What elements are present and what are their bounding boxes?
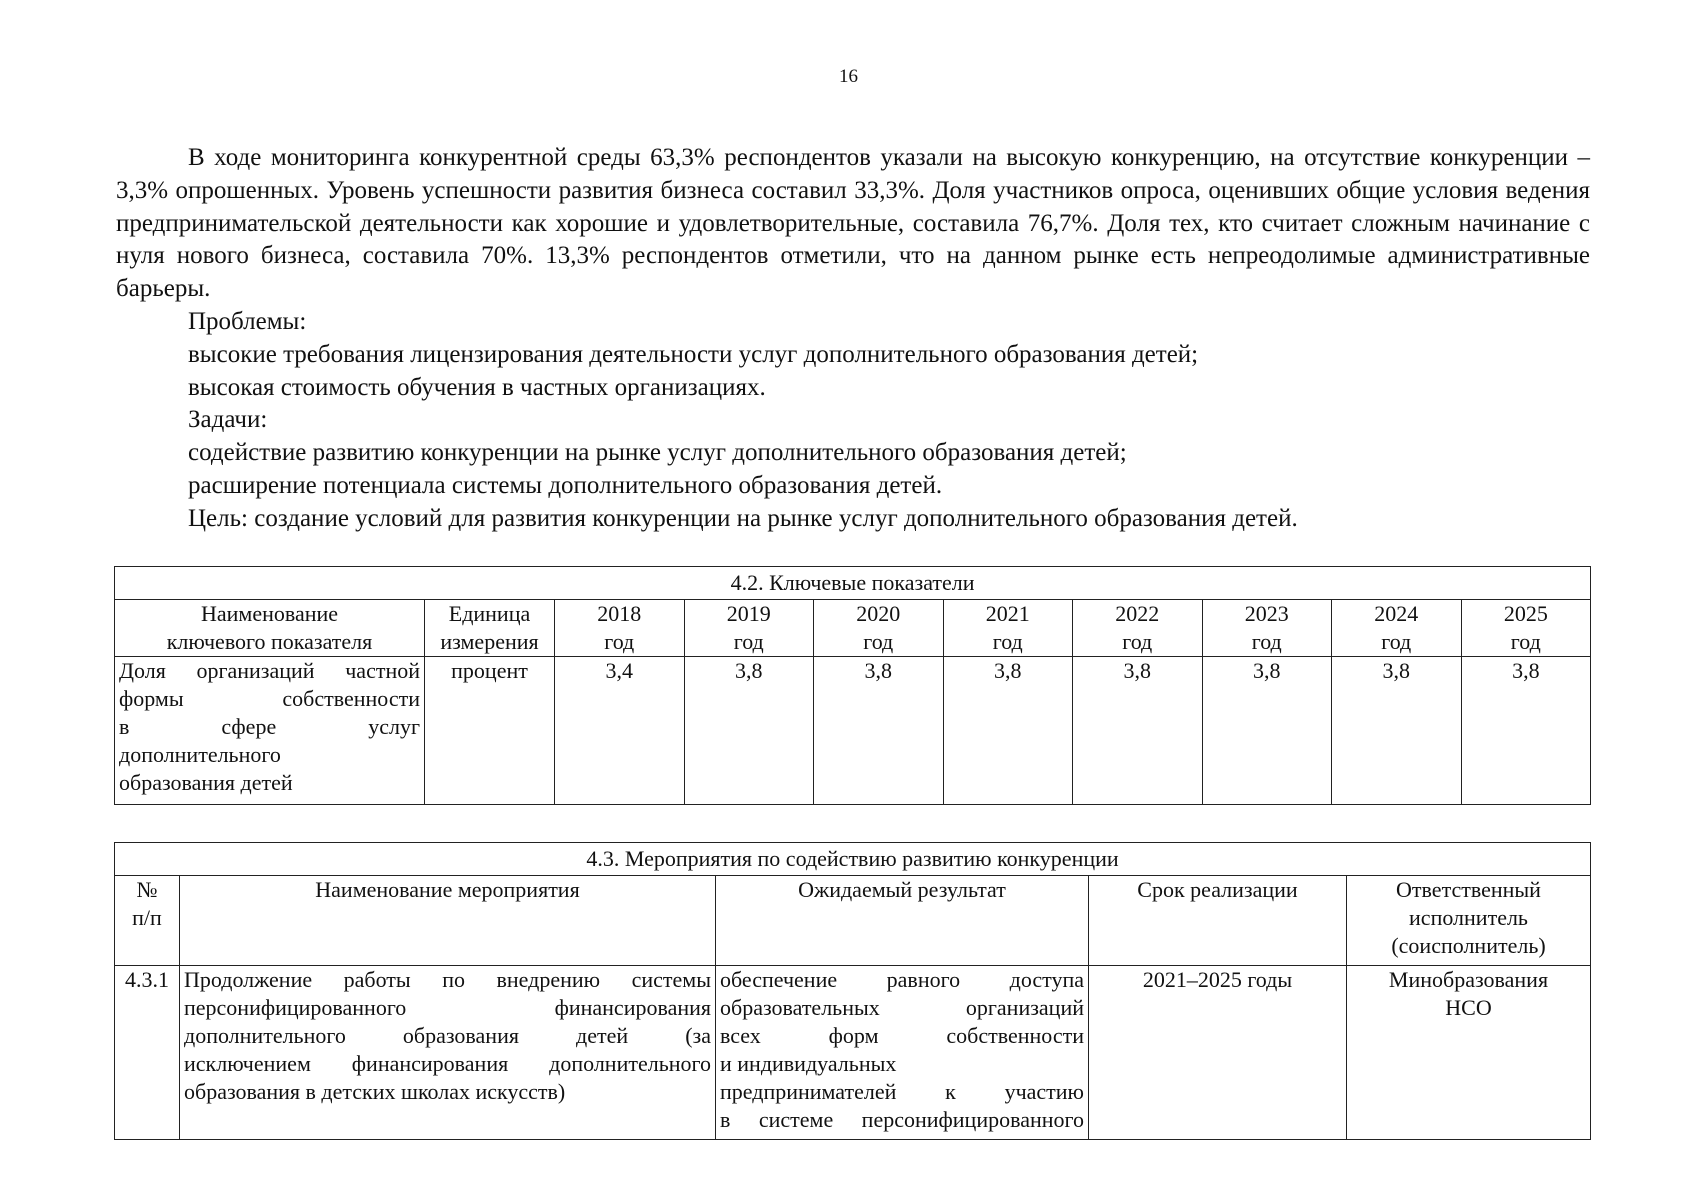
year-header: 2024 год xyxy=(1332,600,1462,657)
value-cell: 3,4 xyxy=(555,657,685,805)
measures-table xyxy=(114,842,1591,1140)
value-cell: 3,8 xyxy=(684,657,814,805)
expected-result-header: Ожидаемый результат xyxy=(716,876,1089,966)
value-cell: 3,8 xyxy=(1202,657,1332,805)
unit-header: Единица измерения xyxy=(425,600,555,657)
task-item: расширение потенциала системы дополнительного образования детей. xyxy=(188,471,943,499)
year-header: 2023 год xyxy=(1202,600,1332,657)
problem-item: высокие требования лицензирования деятельности услуг дополнительного образования детей; xyxy=(188,340,1199,368)
expected-result-cell: обеспечение равного доступа образовательных организаций всех форм собственности и индивидуальных предпринимателей к участию в системе персонифицированного xyxy=(716,966,1089,1140)
problems-heading: Проблемы: xyxy=(188,307,307,335)
term-header: Срок реализации xyxy=(1089,876,1347,966)
value-cell: 3,8 xyxy=(943,657,1073,805)
year-header: 2018 год xyxy=(555,600,685,657)
responsible-cell: Минобразования НСО xyxy=(1347,966,1591,1140)
value-cell: 3,8 xyxy=(1332,657,1462,805)
year-header: 2025 год xyxy=(1461,600,1591,657)
measures-caption: 4.3. Мероприятия по содействию развитию конкуренции xyxy=(115,843,1591,876)
value-cell: 3,8 xyxy=(1461,657,1591,805)
year-header: 2020 год xyxy=(814,600,944,657)
measure-name-cell: Продолжение работы по внедрению системы персонифицированного финансирования дополнительного образования детей (за исключением финансирования дополнительного образования в детских школах искусств) xyxy=(180,966,716,1140)
key-indicators-table xyxy=(114,566,1591,805)
page-number: 16 xyxy=(839,66,858,87)
number-header: № п/п xyxy=(115,876,180,966)
tasks-heading: Задачи: xyxy=(188,406,268,434)
indicators-header-row xyxy=(115,600,1591,657)
measures-header-row xyxy=(115,876,1591,966)
year-header: 2022 год xyxy=(1073,600,1203,657)
monitoring-paragraph: В ходе мониторинга конкурентной среды 63,3% респондентов указали на высокую конкуренцию, на отсутствие конкуренции – 3,3% опрошенных. Уровень успешности развития бизнеса составил 33,3%. Доля участников опроса, оценивших общие условия ведения предпринимательской деятельности как хорошие и удовлетворительные, составила 76,7%. Доля тех, кто считает сложным начинание с нуля нового бизнеса, составила 70%. 13,3% респондентов отметили, что на данном рынке есть непреодолимые административные барьеры. xyxy=(116,144,1590,303)
value-cell: 3,8 xyxy=(1073,657,1203,805)
problem-item: высокая стоимость обучения в частных организациях. xyxy=(188,373,766,401)
year-header: 2019 год xyxy=(684,600,814,657)
value-cell: 3,8 xyxy=(814,657,944,805)
unit-cell: процент xyxy=(425,657,555,805)
indicators-caption: 4.2. Ключевые показатели xyxy=(115,567,1591,600)
measures-data-row xyxy=(115,966,1591,1140)
body-text xyxy=(116,142,1590,536)
task-item: содействие развитию конкуренции на рынке услуг дополнительного образования детей; xyxy=(188,439,1127,467)
goal-text: Цель: создание условий для развития конкуренции на рынке услуг дополнительного образования детей. xyxy=(188,504,1298,532)
term-cell: 2021–2025 годы xyxy=(1089,966,1347,1140)
year-header: 2021 год xyxy=(943,600,1073,657)
indicators-data-row xyxy=(115,657,1591,805)
indicator-name-cell: Доля организаций частной формы собственности в сфере услуг дополнительного образования детей xyxy=(115,657,425,805)
responsible-header: Ответственный исполнитель (соисполнитель) xyxy=(1347,876,1591,966)
measure-name-header: Наименование мероприятия xyxy=(180,876,716,966)
indicator-name-header: Наименование ключевого показателя xyxy=(115,600,425,657)
number-cell: 4.3.1 xyxy=(115,966,180,1140)
